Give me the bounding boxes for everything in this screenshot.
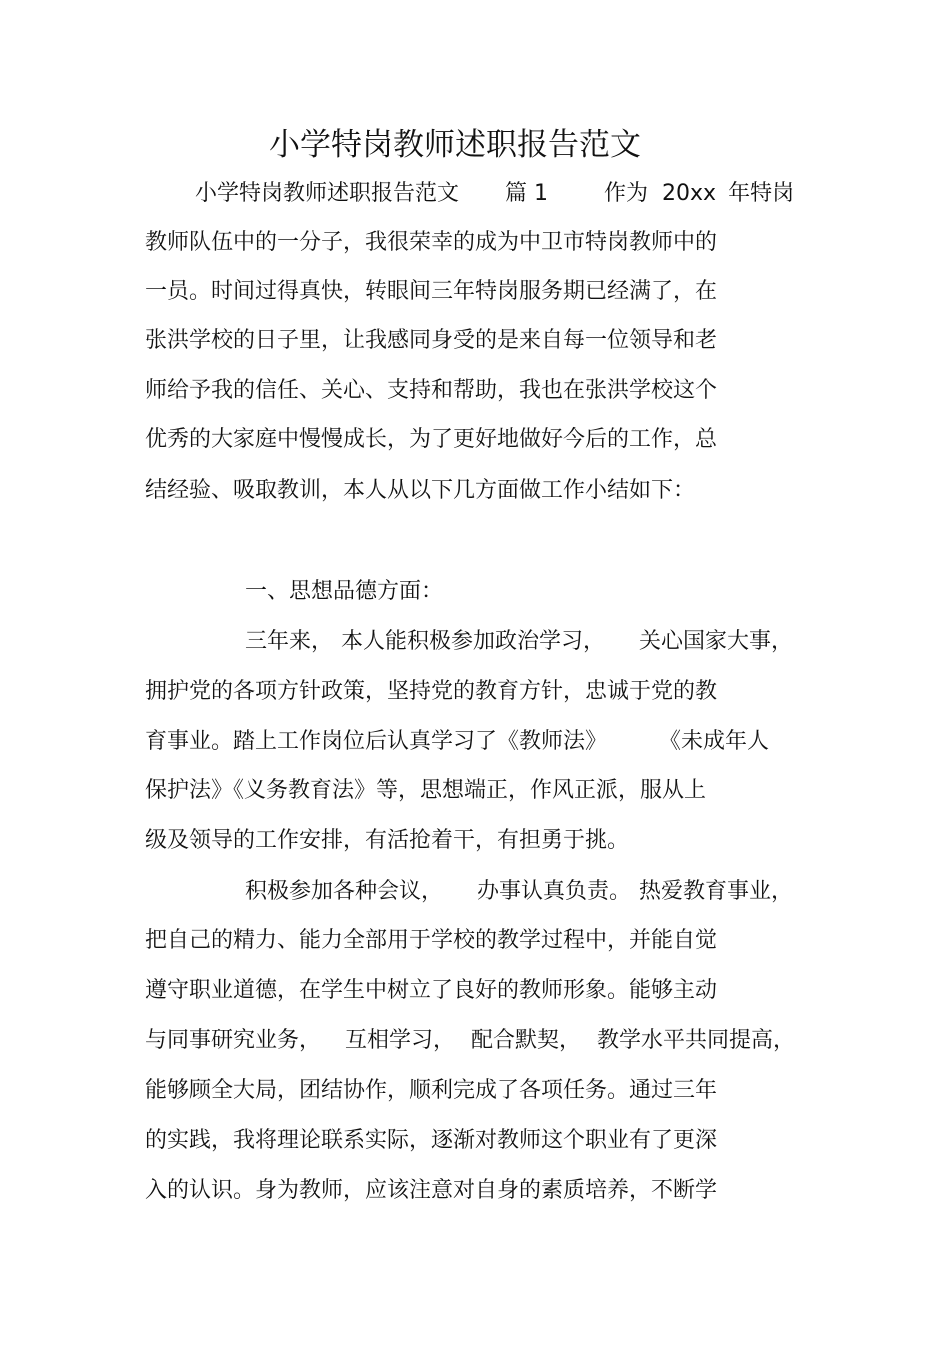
para1-segment: 本人能积极参加政治学习，	[341, 629, 606, 654]
intro-zuowei: 作为	[604, 181, 649, 206]
intro-line: 优秀的大家庭中慢慢成长，为了更好地做好今后的工作，总	[145, 427, 718, 452]
para1-line: 拥护党的各项方针政策，坚持党的教育方针，忠诚于党的教	[145, 679, 718, 704]
section-heading: 一、思想品德方面：	[245, 579, 444, 604]
para1-segment: 《未成年人	[659, 729, 770, 754]
para1-segment: 育事业。踏上工作岗位后认真学习了《教师法》	[145, 729, 608, 754]
intro-year: 20xx	[662, 181, 717, 206]
intro-line: 教师队伍中的一分子，我很荣幸的成为中卫市特岗教师中的	[145, 230, 718, 255]
para2-line: 入的认识。身为教师，应该注意对自身的素质培养，不断学	[145, 1178, 718, 1203]
para2-segment: 与同事研究业务，	[145, 1028, 322, 1053]
para1-first-line	[245, 627, 793, 657]
para2-segment: 办事认真负责。	[477, 879, 632, 904]
document-title: 小学特岗教师述职报告范文	[269, 127, 641, 163]
para2-line: 的实践，我将理论联系实际，逐渐对教师这个职业有了更深	[145, 1128, 718, 1153]
para1-line: 保护法》《义务教育法》等，思想端正，作风正派，服从上	[145, 778, 707, 803]
para1-line: 级及领导的工作安排，有活抢着干，有担勇于挑。	[145, 828, 630, 853]
intro-line: 一员。时间过得真快，转眼间三年特岗服务期已经满了，在	[145, 279, 718, 304]
intro-pian: 篇 1	[505, 181, 549, 206]
intro-first-line	[195, 179, 794, 209]
para2-segment: 配合默契，	[471, 1028, 582, 1053]
intro-line: 张洪学校的日子里，让我感同身受的是来自每一位领导和老	[145, 328, 718, 353]
para1-line-3	[145, 727, 769, 757]
para2-line: 把自己的精力、能力全部用于学校的教学过程中，并能自觉	[145, 928, 718, 953]
para2-line: 遵守职业道德，在学生中树立了良好的教师形象。能够主动	[145, 978, 718, 1003]
intro-nian: 年特岗	[728, 181, 795, 206]
intro-title-repeat: 小学特岗教师述职报告范文	[195, 181, 460, 206]
para2-segment: 教学水平共同提高，	[597, 1028, 796, 1053]
para2-segment: 积极参加各种会议，	[245, 879, 444, 904]
para1-segment: 关心国家大事，	[639, 629, 794, 654]
intro-line: 师给予我的信任、关心、支持和帮助，我也在张洪学校这个	[145, 378, 718, 403]
para2-line: 能够顾全大局，团结协作，顺利完成了各项任务。通过三年	[145, 1078, 718, 1103]
intro-line: 结经验、吸取教训，本人从以下几方面做工作小结如下：	[145, 478, 696, 503]
para2-segment: 互相学习，	[345, 1028, 456, 1053]
para2-segment: 热爱教育事业，	[639, 879, 794, 904]
para2-first-line	[245, 877, 793, 907]
para2-line-4	[145, 1026, 795, 1056]
para1-segment: 三年来，	[245, 629, 334, 654]
